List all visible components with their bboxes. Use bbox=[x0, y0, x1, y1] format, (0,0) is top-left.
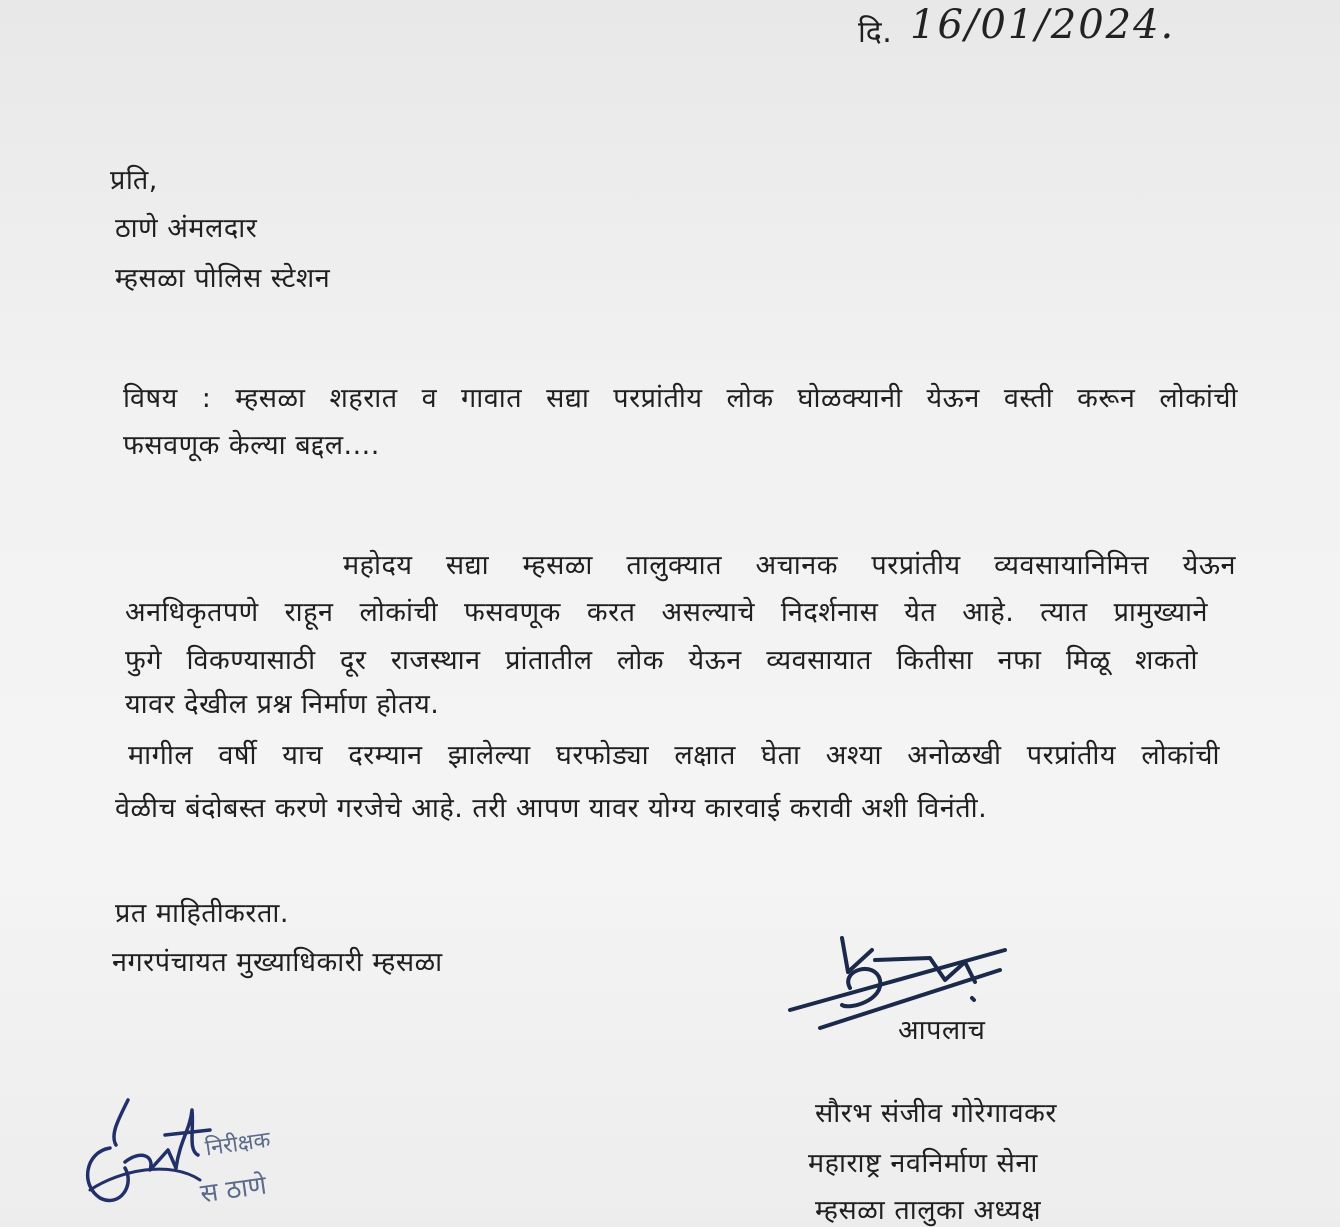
receiver-signature bbox=[80, 1090, 260, 1221]
stamp-text-2: स ठाणे bbox=[198, 1170, 269, 1210]
subject-line-2: फसवणूक केल्या बद्दल.... bbox=[123, 430, 380, 461]
copy-to-label: प्रत माहितीकरता. bbox=[115, 898, 289, 929]
stamp-text-1: निरीक्षक bbox=[203, 1127, 272, 1162]
copy-to-recipient: नगरपंचायत मुख्याधिकारी म्हसळा bbox=[112, 947, 443, 978]
subject-line-1: विषय : म्हसळा शहरात व गावात सद्या परप्रांतीय लोक घोळक्यानी येऊन वस्ती करून लोकांची bbox=[123, 383, 1238, 414]
body-p1-line-4: यावर देखील प्रश्न निर्माण होतय. bbox=[125, 689, 440, 720]
body-p1-line-3: फुगे विकण्यासाठी दूर राजस्थान प्रांतातील लोक येऊन व्यवसायात कितीसा नफा मिळू शकतो bbox=[125, 645, 1198, 676]
sign-off: आपलाच bbox=[898, 1015, 986, 1046]
body-p1-line-2: अनधिकृतपणे राहून लोकांची फसवणूक करत असल्याचे निदर्शनास येत आहे. त्यात प्रामुख्याने bbox=[125, 597, 1208, 628]
date-value: 16/01/2024. bbox=[910, 2, 1176, 48]
author-organization: महाराष्ट्र नवनिर्माण सेना bbox=[808, 1148, 1038, 1179]
author-designation: म्हसळा तालुका अध्यक्ष bbox=[815, 1195, 1042, 1226]
body-p2-line-1: मागील वर्षी याच दरम्यान झालेल्या घरफोड्या लक्षात घेता अश्या अनोळखी परप्रांतीय लोकांची bbox=[128, 740, 1220, 771]
author-name: सौरभ संजीव गोरेगावकर bbox=[815, 1098, 1057, 1129]
date-label: दि. bbox=[858, 15, 893, 50]
recipient-title: ठाणे अंमलदार bbox=[115, 213, 258, 244]
recipient-station: म्हसळा पोलिस स्टेशन bbox=[115, 263, 331, 294]
body-p2-line-2: वेळीच बंदोबस्त करणे गरजेचे आहे. तरी आपण यावर योग्य कारवाई करावी अशी विनंती. bbox=[115, 793, 988, 824]
salutation: प्रति, bbox=[110, 165, 158, 196]
body-p1-line-1: महोदय सद्या म्हसळा तालुक्यात अचानक परप्रांतीय व्यवसायानिमित्त येऊन bbox=[343, 550, 1236, 581]
